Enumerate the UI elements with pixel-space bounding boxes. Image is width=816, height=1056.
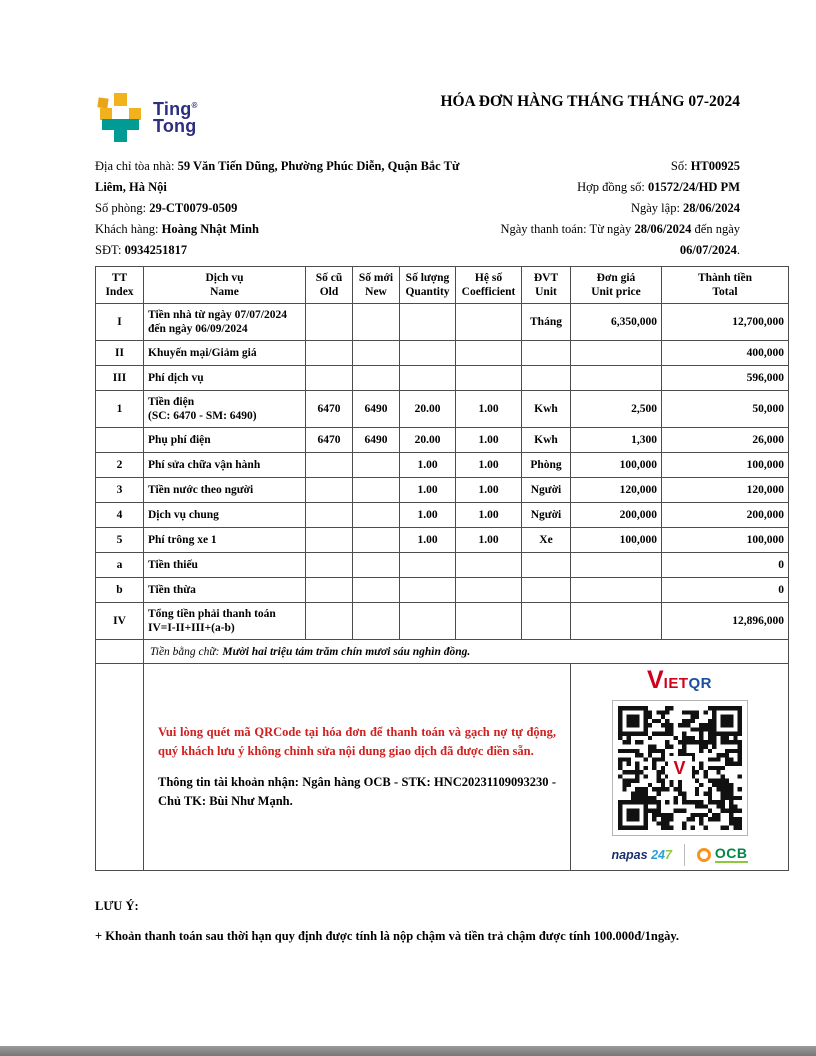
customer-value: Hoàng Nhật Minh	[161, 222, 259, 236]
cell-price: 100,000	[571, 453, 662, 478]
cell-qty	[400, 603, 456, 640]
building-address-line: Địa chỉ tòa nhà: 59 Văn Tiến Dũng, Phường Phúc Diễn, Quận Bắc Từ Liêm, Hà Nội	[95, 159, 460, 194]
cell-price: 120,000	[571, 478, 662, 503]
tingtong-logo	[95, 92, 198, 142]
payment-instructions-cell	[144, 664, 571, 871]
tingtong-plus-icon	[95, 92, 145, 142]
cell-old	[306, 578, 353, 603]
footer-notes	[95, 899, 788, 944]
page-bottom-edge	[0, 1046, 816, 1056]
cell-tt	[96, 428, 144, 453]
phone-line: SĐT: 0934251817	[95, 243, 188, 257]
cell-unit	[522, 366, 571, 391]
cell-total: 596,000	[662, 366, 789, 391]
vietqr-center-v-icon: V	[668, 756, 692, 780]
room-number-value: 29-CT0079-0509	[149, 201, 238, 215]
column-header: ĐVT Unit	[522, 267, 571, 304]
cell-coef	[456, 304, 522, 341]
cell-tt: 2	[96, 453, 144, 478]
cell-price	[571, 366, 662, 391]
cell-old: 6470	[306, 391, 353, 428]
building-address-value: 59 Văn Tiến Dũng, Phường Phúc Diễn, Quận Bắc Từ Liêm, Hà Nội	[95, 159, 460, 194]
cell-qty: 1.00	[400, 503, 456, 528]
note-title: LƯU Ý:	[95, 899, 139, 913]
table-row	[96, 304, 789, 341]
cell-new	[353, 304, 400, 341]
table-row	[96, 453, 789, 478]
cell-coef: 1.00	[456, 478, 522, 503]
cell-price: 100,000	[571, 528, 662, 553]
cell-unit	[522, 603, 571, 640]
cell-price: 200,000	[571, 503, 662, 528]
cell-total: 50,000	[662, 391, 789, 428]
invoice-content	[95, 92, 788, 944]
customer-line: Khách hàng: Hoàng Nhật Minh	[95, 222, 259, 236]
napas-logo: napas 247	[611, 847, 672, 862]
cell-qty: 20.00	[400, 391, 456, 428]
cell-price: 1,300	[571, 428, 662, 453]
invoice-number-value: HT00925	[690, 159, 740, 173]
cell-unit	[522, 553, 571, 578]
payment-from-value: 28/06/2024	[634, 222, 692, 236]
cell-qty: 1.00	[400, 528, 456, 553]
contract-number-line: Hợp đồng số: 01572/24/HD PM	[577, 180, 740, 194]
cell-name: Tổng tiền phải thanh toán IV=I-II+III+(a-b)	[144, 603, 306, 640]
cell-total: 120,000	[662, 478, 789, 503]
cell-empty	[96, 664, 144, 871]
cell-name: Dịch vụ chung	[144, 503, 306, 528]
cell-name: Khuyến mại/Giảm giá	[144, 341, 306, 366]
cell-name: Tiền nước theo người	[144, 478, 306, 503]
table-row	[96, 578, 789, 603]
ocb-ring-icon	[697, 848, 711, 862]
cell-new	[353, 478, 400, 503]
cell-name: Tiền thiếu	[144, 553, 306, 578]
cell-total: 12,700,000	[662, 304, 789, 341]
cell-unit: Người	[522, 503, 571, 528]
room-number-line: Số phòng: 29-CT0079-0509	[95, 201, 238, 215]
cell-coef	[456, 553, 522, 578]
table-header-row	[96, 267, 789, 304]
cell-coef	[456, 366, 522, 391]
payment-period-line: Ngày thanh toán: Từ ngày 28/06/2024 đến ngày 06/07/2024.	[500, 222, 740, 257]
cell-price	[571, 553, 662, 578]
cell-new	[353, 453, 400, 478]
qr-warning-text: Vui lòng quét mã QRCode tại hóa đơn để thanh toán và gạch nợ tự động, quý khách lưu ý không chỉnh sửa nội dung giao dịch đã được điền sẵn.	[158, 725, 556, 758]
cell-unit: Kwh	[522, 391, 571, 428]
cell-total: 400,000	[662, 341, 789, 366]
late-payment-note: + Khoản thanh toán sau thời hạn quy định được tính là nộp chậm và tiền trả chậm được tính 100.000đ/1ngày.	[95, 929, 680, 943]
cell-new	[353, 366, 400, 391]
logo-line1: Ting	[153, 99, 192, 119]
cell-old: 6470	[306, 428, 353, 453]
cell-tt: 5	[96, 528, 144, 553]
table-row	[96, 428, 789, 453]
tingtong-logo-text	[153, 92, 198, 135]
phone-value: 0934251817	[124, 243, 188, 257]
invoice-header	[95, 92, 788, 142]
amount-in-words-row	[96, 640, 789, 664]
cell-unit: Xe	[522, 528, 571, 553]
cell-tt: a	[96, 553, 144, 578]
cell-empty	[96, 640, 144, 664]
info-right-column	[480, 156, 788, 261]
table-row	[96, 503, 789, 528]
cell-unit	[522, 341, 571, 366]
cell-new: 6490	[353, 391, 400, 428]
cell-name: Tiền thừa	[144, 578, 306, 603]
cell-coef	[456, 603, 522, 640]
ocb-logo: OCB	[697, 846, 748, 863]
cell-total: 200,000	[662, 503, 789, 528]
logo-divider	[684, 844, 685, 866]
invoice-info	[95, 156, 788, 261]
invoice-table-body	[96, 304, 789, 640]
cell-coef: 1.00	[456, 503, 522, 528]
column-header: Dịch vụ Name	[144, 267, 306, 304]
table-row	[96, 391, 789, 428]
column-header: Đơn giá Unit price	[571, 267, 662, 304]
cell-name: Phí dịch vụ	[144, 366, 306, 391]
cell-new	[353, 528, 400, 553]
table-row	[96, 366, 789, 391]
account-holder: Bùi Như Mạnh	[209, 794, 290, 808]
cell-qty	[400, 341, 456, 366]
cell-tt: 1	[96, 391, 144, 428]
cell-price	[571, 603, 662, 640]
cell-price: 2,500	[571, 391, 662, 428]
contract-number-value: 01572/24/HD PM	[647, 180, 740, 194]
cell-old	[306, 341, 353, 366]
cell-total: 0	[662, 553, 789, 578]
cell-total: 100,000	[662, 453, 789, 478]
cell-unit	[522, 578, 571, 603]
cell-name: Tiền nhà từ ngày 07/07/2024 đến ngày 06/09/2024	[144, 304, 306, 341]
amount-in-words-value: Mười hai triệu tám trăm chín mươi sáu nghìn đồng.	[222, 645, 471, 658]
cell-price: 6,350,000	[571, 304, 662, 341]
cell-old	[306, 553, 353, 578]
payment-row	[96, 664, 789, 871]
cell-old	[306, 366, 353, 391]
cell-qty	[400, 578, 456, 603]
column-header: TT Index	[96, 267, 144, 304]
cell-old	[306, 528, 353, 553]
cell-old	[306, 304, 353, 341]
cell-qty	[400, 366, 456, 391]
cell-qty	[400, 553, 456, 578]
cell-unit: Kwh	[522, 428, 571, 453]
amount-in-words-cell: Tiền bằng chữ: Mười hai triệu tám trăm chín mươi sáu nghìn đồng.	[144, 640, 789, 664]
cell-tt: IV	[96, 603, 144, 640]
cell-old	[306, 453, 353, 478]
cell-unit: Người	[522, 478, 571, 503]
table-row	[96, 478, 789, 503]
column-header: Thành tiền Total	[662, 267, 789, 304]
cell-name: Tiền điện (SC: 6470 - SM: 6490)	[144, 391, 306, 428]
cell-coef	[456, 341, 522, 366]
cell-price	[571, 578, 662, 603]
cell-new	[353, 503, 400, 528]
invoice-number-line: Số: HT00925	[670, 159, 740, 173]
cell-qty: 1.00	[400, 453, 456, 478]
table-row	[96, 603, 789, 640]
invoice-table	[95, 266, 789, 871]
table-row	[96, 341, 789, 366]
qr-footer-logos	[571, 844, 788, 866]
issue-date-line: Ngày lập: 28/06/2024	[630, 201, 740, 215]
cell-new	[353, 553, 400, 578]
cell-coef: 1.00	[456, 428, 522, 453]
cell-tt: 3	[96, 478, 144, 503]
column-header: Số lượng Quantity	[400, 267, 456, 304]
cell-new	[353, 578, 400, 603]
cell-unit: Phòng	[522, 453, 571, 478]
cell-qty	[400, 304, 456, 341]
cell-tt: III	[96, 366, 144, 391]
cell-new	[353, 341, 400, 366]
column-header: Hệ số Coefficient	[456, 267, 522, 304]
cell-total: 0	[662, 578, 789, 603]
cell-total: 26,000	[662, 428, 789, 453]
cell-coef: 1.00	[456, 528, 522, 553]
cell-tt: 4	[96, 503, 144, 528]
payment-to-value: 06/07/2024	[679, 243, 737, 257]
table-row	[96, 528, 789, 553]
cell-coef: 1.00	[456, 453, 522, 478]
cell-qty: 20.00	[400, 428, 456, 453]
logo-line2: Tong	[153, 116, 197, 136]
cell-price	[571, 341, 662, 366]
cell-total: 100,000	[662, 528, 789, 553]
cell-old	[306, 478, 353, 503]
column-header: Số mới New	[353, 267, 400, 304]
cell-new: 6490	[353, 428, 400, 453]
invoice-title: HÓA ĐƠN HÀNG THÁNG THÁNG 07-2024	[440, 93, 740, 110]
cell-name: Phí trông xe 1	[144, 528, 306, 553]
cell-tt: b	[96, 578, 144, 603]
cell-tt: II	[96, 341, 144, 366]
issue-date-value: 28/06/2024	[683, 201, 740, 215]
cell-total: 12,896,000	[662, 603, 789, 640]
cell-tt: I	[96, 304, 144, 341]
cell-name: Phụ phí điện	[144, 428, 306, 453]
qr-panel	[571, 664, 789, 871]
vietqr-logo: VIETQR	[646, 665, 713, 694]
cell-qty: 1.00	[400, 478, 456, 503]
cell-new	[353, 603, 400, 640]
qr-code	[612, 700, 748, 836]
cell-old	[306, 603, 353, 640]
cell-coef: 1.00	[456, 391, 522, 428]
cell-unit: Tháng	[522, 304, 571, 341]
column-header: Số cũ Old	[306, 267, 353, 304]
account-info-text: Thông tin tài khoản nhận: Ngân hàng OCB - STK: HNC20231109093230 - Chủ TK: Bùi Như Mạnh.	[158, 775, 556, 808]
table-row	[96, 553, 789, 578]
registered-mark: ®	[191, 101, 198, 110]
account-number: HNC20231109093230	[433, 775, 549, 789]
info-left-column	[95, 156, 480, 261]
cell-coef	[456, 578, 522, 603]
cell-old	[306, 503, 353, 528]
cell-name: Phí sửa chữa vận hành	[144, 453, 306, 478]
